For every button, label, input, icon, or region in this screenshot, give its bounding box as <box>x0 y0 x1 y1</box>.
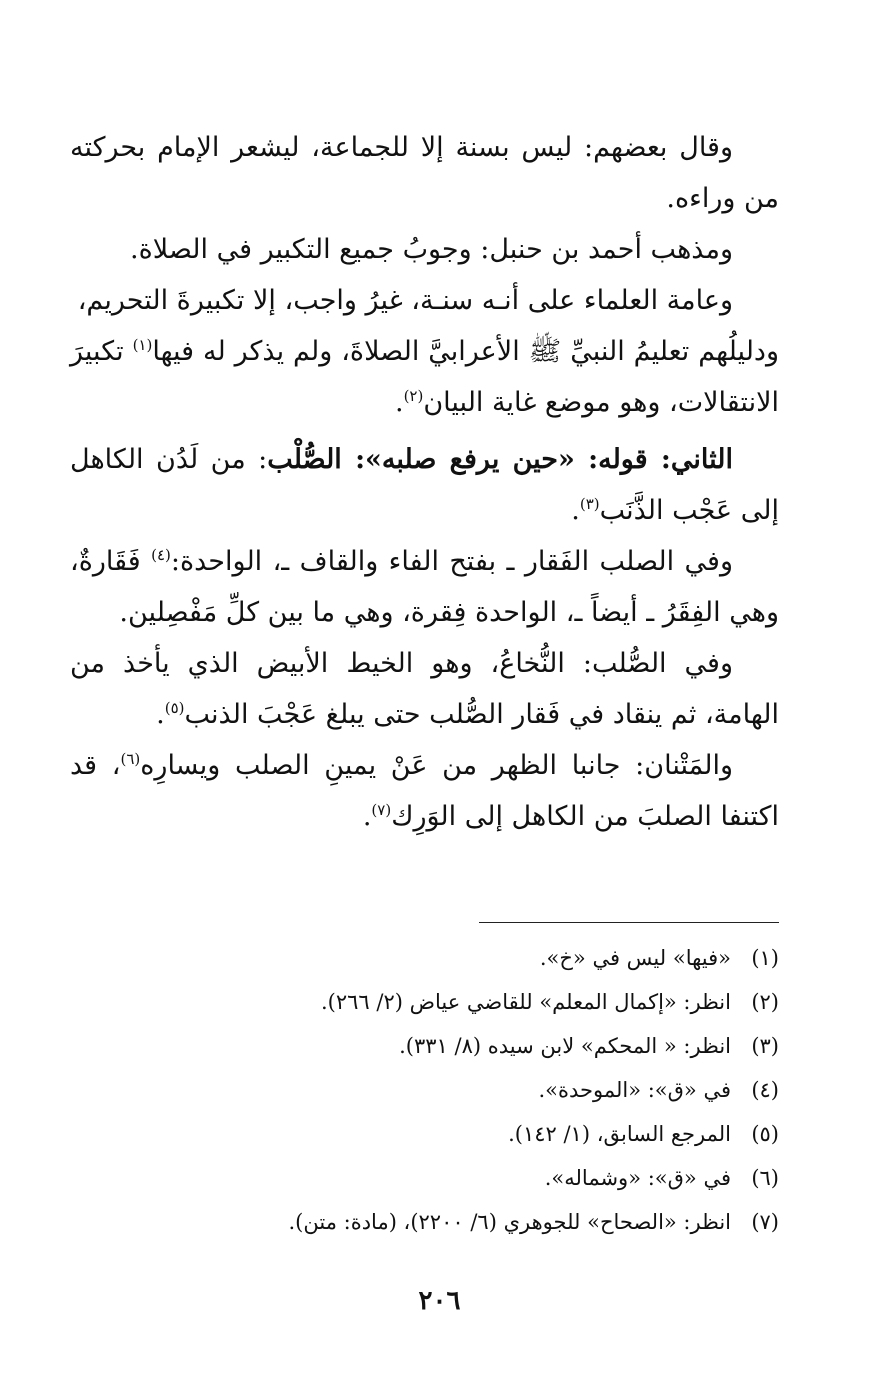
footnote-ref[interactable]: (٢) <box>403 387 424 405</box>
paragraph <box>70 434 779 536</box>
paragraph-text: وقال بعضهم: ليس بسنة إلا للجماعة، ليشعر الإمام بحركته من وراءه. <box>70 132 779 214</box>
paragraph-text: . <box>394 387 404 418</box>
footnote-text: «فيها» ليس في «خ». <box>539 946 731 970</box>
footnote-ref[interactable]: (١) <box>132 336 153 354</box>
paragraph <box>70 326 779 428</box>
footnote-number: (١) <box>751 946 779 970</box>
paragraph <box>70 536 779 638</box>
footnote <box>70 1112 779 1156</box>
footnote <box>70 1068 779 1112</box>
footnote <box>70 1200 779 1244</box>
footnote-ref[interactable]: (٤) <box>151 546 171 564</box>
footnote <box>70 980 779 1024</box>
paragraph <box>70 275 779 326</box>
section-heading: الثاني: قوله: «حين يرفع صلبه»: الصُّلْب <box>267 444 733 475</box>
paragraph-text: : من لَدُن الكاهل إلى عَجْب الذَّنَب <box>70 444 779 526</box>
footnote <box>70 936 779 980</box>
paragraph-text: وفي الصلب الفَقار ـ بفتح الفاء والقاف ـ، الواحدة: <box>170 546 734 577</box>
footnote-ref[interactable]: (٦) <box>120 750 141 768</box>
main-text <box>70 122 779 842</box>
paragraph-text: ودليلُهم تعليمُ النبيِّ ﷺ الأعرابيَّ الصلاةَ، ولم يذكر له فيها <box>152 336 779 367</box>
footnote-ref[interactable]: (٣) <box>579 495 600 513</box>
paragraph-text: . <box>571 495 580 526</box>
paragraph-text: ومذهب أحمد بن حنبل: وجوبُ جميع التكبير في الصلاة. <box>130 234 733 265</box>
paragraph <box>70 740 779 842</box>
footnote-ref[interactable]: (٥) <box>164 699 185 717</box>
page-number: ٢٠٦ <box>418 1286 461 1316</box>
footnote-number: (٢) <box>751 990 779 1014</box>
paragraph-text: وفي الصُّلب: النُّخاعُ، وهو الخيط الأبيض الذي يأخذ من الهامة، ثم ينقاد في فَقار الصُّلب حتى يبلغ عَجْبَ الذنب <box>70 648 779 730</box>
paragraph <box>70 224 779 275</box>
footnote-number: (٧) <box>751 1210 779 1234</box>
footnote <box>70 1156 779 1200</box>
footnote-number: (٥) <box>751 1122 779 1146</box>
footnote-text: المرجع السابق، (١/ ١٤٢). <box>508 1122 731 1146</box>
paragraph-text: ، قد اكتنفا الصلبَ من الكاهل إلى الوَرِك <box>70 750 779 832</box>
footnote-text: انظر: « المحكم» لابن سيده (٨/ ٣٣١). <box>399 1034 731 1058</box>
paragraph-text: تكبيرَ الانتقالات، وهو موضع غاية البيان <box>70 336 779 418</box>
footnotes <box>70 936 779 1244</box>
footnote-number: (٣) <box>751 1034 779 1058</box>
footnote-ref[interactable]: (٧) <box>371 801 392 819</box>
footnote-number: (٦) <box>751 1166 779 1190</box>
paragraph-text: وعامة العلماء على أنـه سنـة، غيرُ واجب، إلا تكبيرةَ التحريم، <box>77 285 733 316</box>
footnote <box>70 1024 779 1068</box>
paragraph <box>70 122 779 224</box>
paragraph-text: . <box>156 699 165 730</box>
paragraph-text: والمَتْنان: جانبا الظهر من عَنْ يمينِ الصلب ويسارِه <box>140 750 733 781</box>
paragraph-text: فَقَارةٌ، وهي الفِقَرُ ـ أيضاً ـ، الواحدة فِقرة، وهي ما بين كلِّ مَفْصِلين. <box>70 546 779 628</box>
footnote-text: في «ق»: «الموحدة». <box>538 1078 731 1102</box>
footnote-separator <box>479 922 779 923</box>
footnote-number: (٤) <box>751 1078 779 1102</box>
paragraph-text: . <box>362 801 372 832</box>
footnote-text: انظر: «إكمال المعلم» للقاضي عياض (٢/ ٢٦٦). <box>320 990 731 1014</box>
paragraph <box>70 638 779 740</box>
footnote-text: انظر: «الصحاح» للجوهري (٦/ ٢٢٠٠)، (مادة: متن). <box>288 1210 731 1234</box>
footnote-text: في «ق»: «وشماله». <box>544 1166 731 1190</box>
